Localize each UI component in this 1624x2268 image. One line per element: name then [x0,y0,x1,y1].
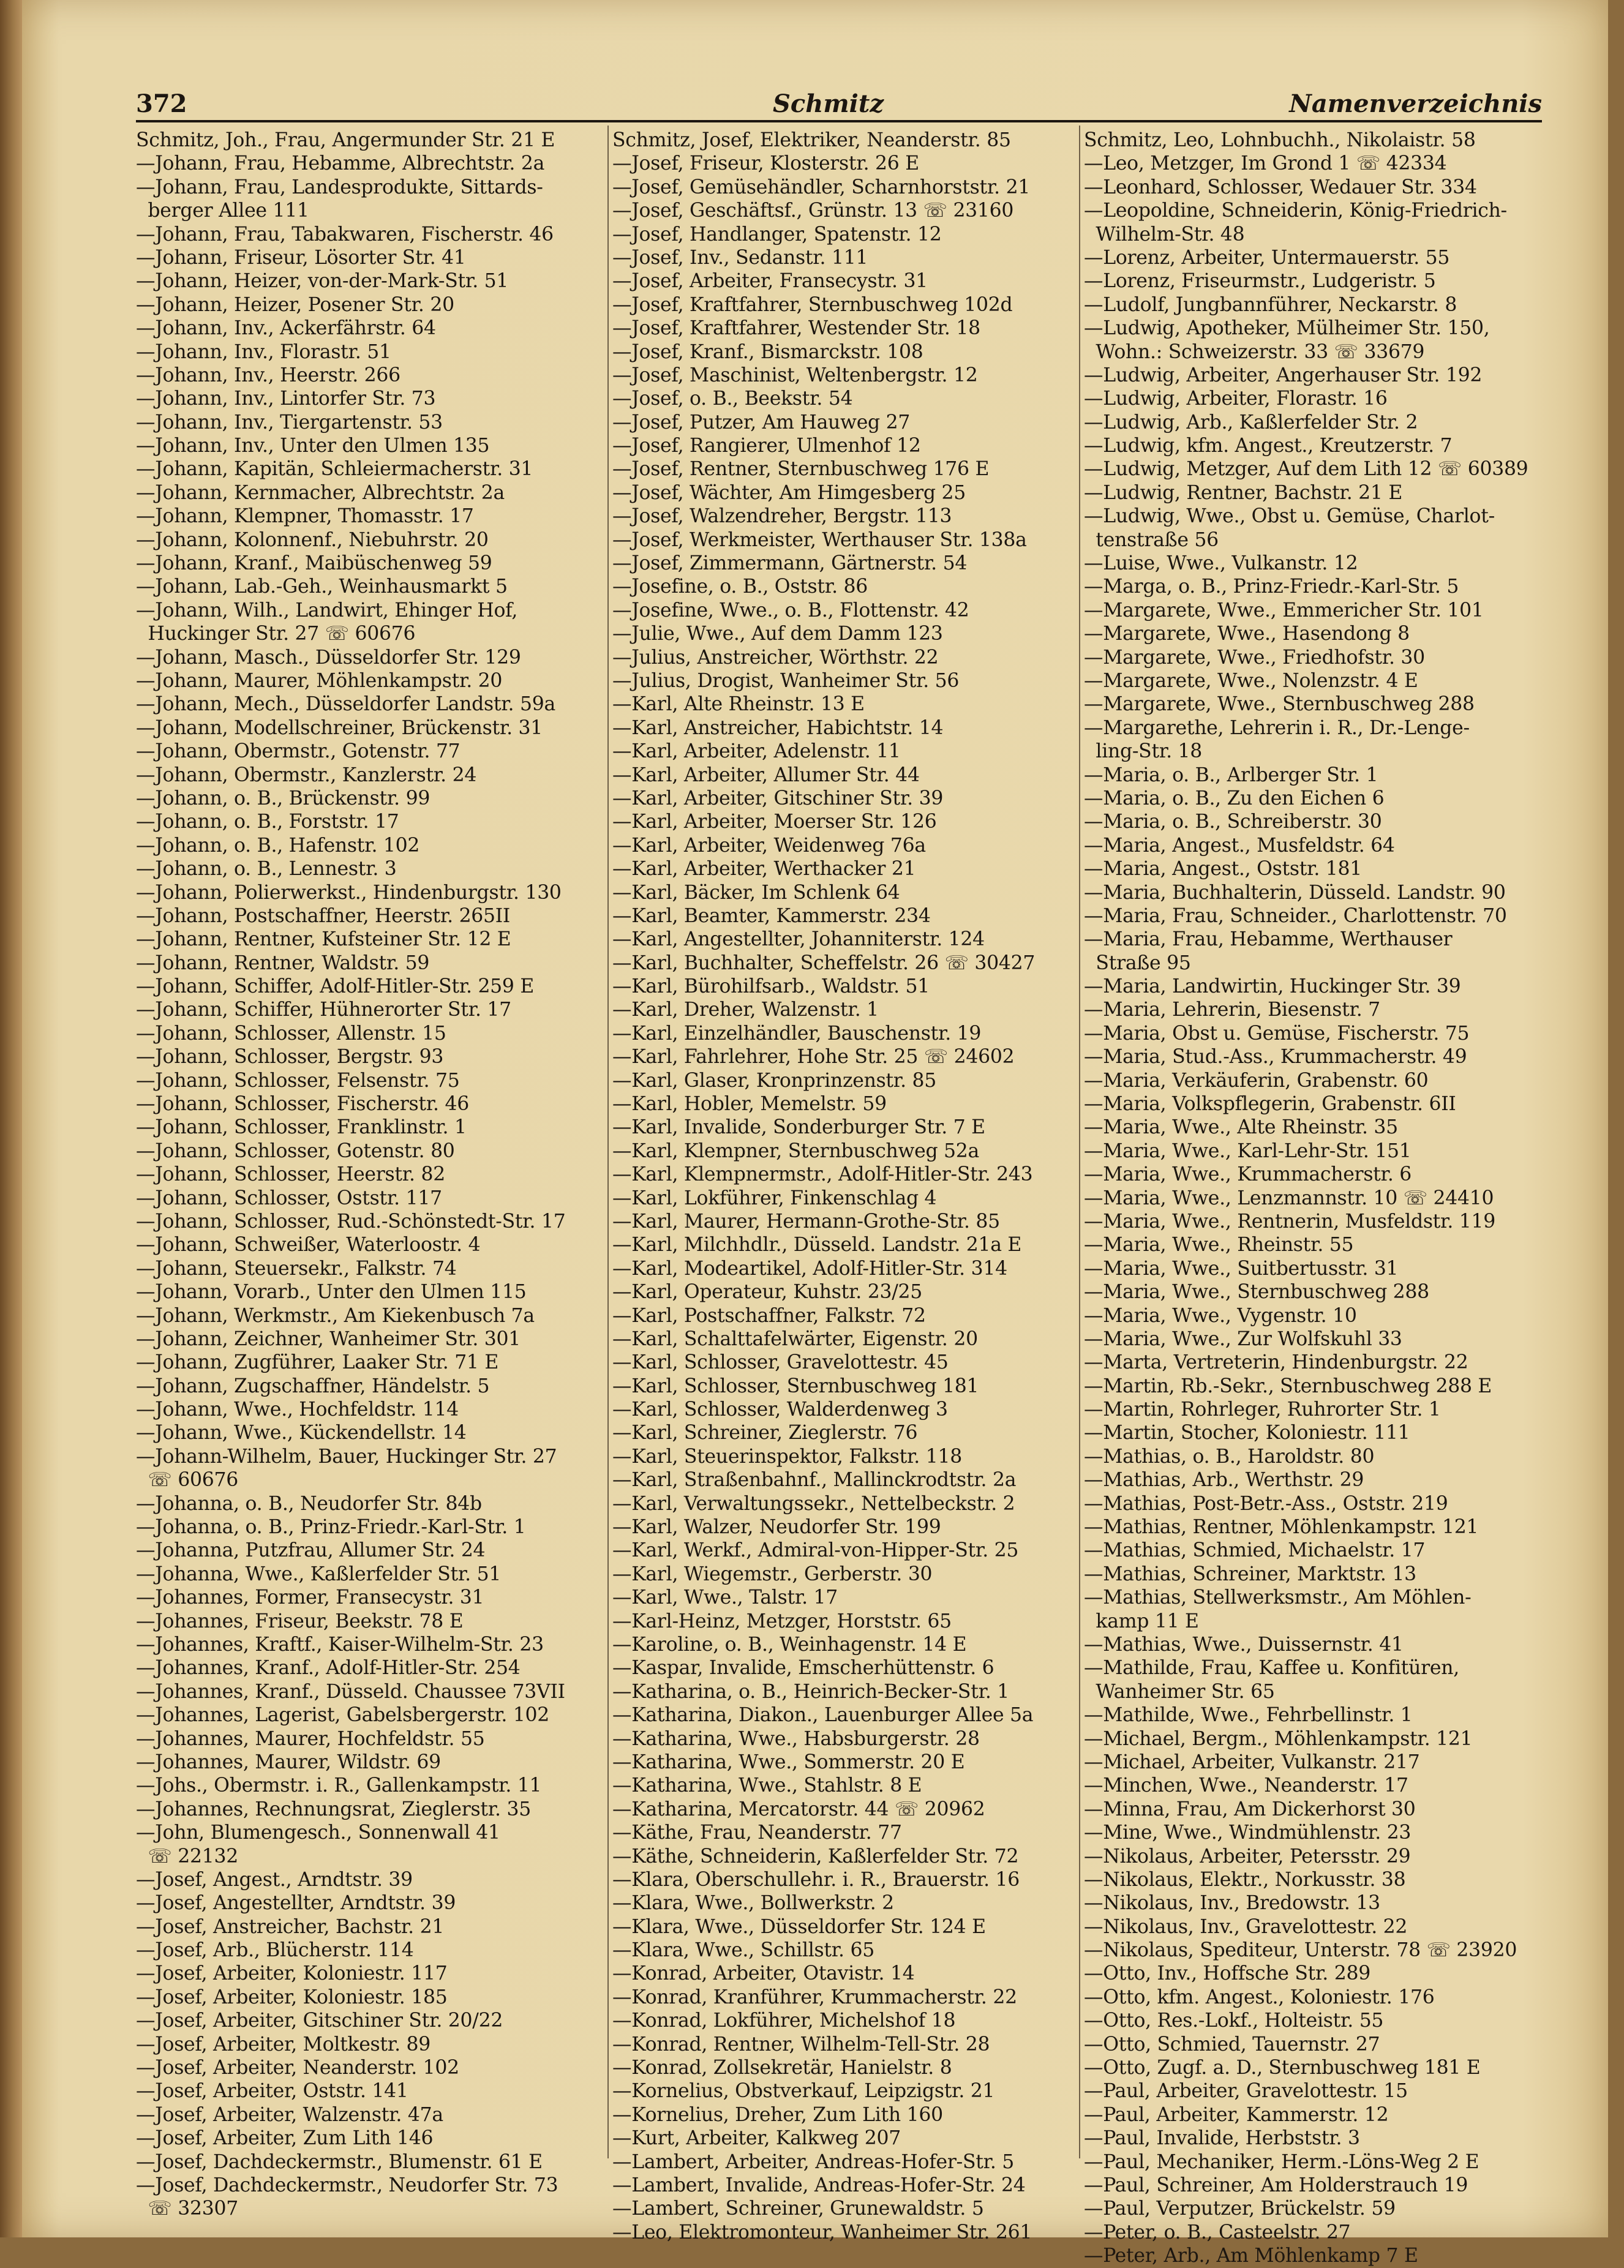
directory-entry: —Johann, Schiffer, Hühnerorter Str. 17 [136,999,511,1021]
directory-entry: —Ludwig, Rentner, Bachstr. 21 E [1084,481,1403,504]
directory-entry: —Paul, Arbeiter, Kammerstr. 12 [1084,2103,1389,2126]
directory-entry: —Karl, Einzelhändler, Bauschenstr. 19 [612,1022,982,1045]
directory-entry: —Johannes, Maurer, Wildstr. 69 [136,1751,441,1773]
directory-entry: —Martin, Stocher, Koloniestr. 111 [1084,1422,1410,1444]
directory-entry: —Josef, Rangierer, Ulmenhof 12 [612,435,921,457]
directory-entry: Schmitz, Josef, Elektriker, Neanderstr. 85 [612,129,1011,151]
directory-entry: —Kaspar, Invalide, Emscherhüttenstr. 6 [612,1657,994,1680]
directory-entry: —Maria, o. B., Arlberger Str. 1 [1084,764,1378,786]
directory-entry: —Josef, Arbeiter, Neanderstr. 102 [136,2057,459,2079]
directory-entry: —Karl, Schlosser, Gravelottestr. 45 [612,1351,949,1374]
directory-entry: —Konrad, Rentner, Wilhelm-Tell-Str. 28 [612,2033,990,2056]
directory-entry: —Karl-Heinz, Metzger, Horststr. 65 [612,1610,952,1632]
directory-entry: —Johann, Heizer, Posener Str. 20 [136,293,454,316]
directory-entry: —Josef, Kraftfahrer, Sternbuschweg 102d [612,293,1013,316]
directory-column-1 [136,129,607,2221]
directory-entry: —Lambert, Invalide, Andreas-Hofer-Str. 24 [612,2174,1026,2196]
directory-entry: —Johann, Kolonnenf., Niebuhrstr. 20 [136,528,489,551]
directory-entry: —Josef, Arbeiter, Koloniestr. 117 [136,1962,448,1985]
directory-entry: —Maria, Frau, Hebamme, Werthauser [1084,928,1453,951]
directory-entry: —Margarete, Wwe., Sternbuschweg 288 [1084,693,1475,716]
directory-entry: —Karl, Straßenbahnf., Mallinckrodtstr. 2a [612,1469,1017,1492]
directory-entry: —Johannes, Kraftf., Kaiser-Wilhelm-Str. 23 [136,1634,544,1656]
directory-entry: —Johanna, Wwe., Kaßlerfelder Str. 51 [136,1563,502,1585]
directory-entry: —Johann, Masch., Düsseldorfer Str. 129 [136,646,521,669]
page-number: 372 [136,89,187,118]
directory-entry: —Johann, Frau, Landesprodukte, Sittards- [136,176,543,198]
directory-entry: —Johann, Frau, Tabakwaren, Fischerstr. 46 [136,223,554,246]
directory-entry: —Ludwig, kfm. Angest., Kreutzerstr. 7 [1084,435,1453,457]
directory-entry: Wanheimer Str. 65 [1084,1680,1275,1703]
directory-entry: —Karl, Bürohilfsarb., Waldstr. 51 [612,975,930,998]
directory-entry: —Otto, kfm. Angest., Koloniestr. 176 [1084,1986,1435,2008]
directory-entry: —Konrad, Lokführer, Michelshof 18 [612,2010,956,2032]
directory-entry: —Johannes, Maurer, Hochfeldstr. 55 [136,1727,485,1750]
directory-entry: —Josef, Inv., Sedanstr. 111 [612,246,868,269]
directory-entry: Wilhelm-Str. 48 [1084,223,1245,246]
directory-entry: —Mathias, o. B., Haroldstr. 80 [1084,1445,1375,1468]
directory-entry: —Otto, Schmied, Tauernstr. 27 [1084,2033,1380,2056]
directory-entry: —Josef, o. B., Beekstr. 54 [612,388,853,410]
directory-entry: —Josef, Werkmeister, Werthauser Str. 138a [612,528,1027,551]
directory-entry: —Johann, Inv., Unter den Ulmen 135 [136,435,490,457]
directory-entry: —Maria, Wwe., Zur Wolfskuhl 33 [1084,1327,1402,1350]
directory-entry: —Käthe, Frau, Neanderstr. 77 [612,1822,902,1844]
directory-entry: —Karl, Arbeiter, Werthacker 21 [612,858,916,881]
directory-entry: —Ludwig, Wwe., Obst u. Gemüse, Charlot- [1084,505,1495,528]
directory-entry: —Margarete, Wwe., Emmericher Str. 101 [1084,599,1484,621]
directory-entry: —Michael, Bergm., Möhlenkampstr. 121 [1084,1727,1473,1750]
directory-entry: —Karl, Wwe., Talstr. 17 [612,1586,838,1609]
directory-entry: —Josef, Kranf., Bismarckstr. 108 [612,340,923,363]
directory-entry: —Martin, Rb.-Sekr., Sternbuschweg 288 E [1084,1375,1492,1397]
directory-entry: —Maria, Lehrerin, Biesenstr. 7 [1084,999,1380,1021]
directory-entry: —John, Blumengesch., Sonnenwall 41 [136,1822,500,1844]
directory-entry: —Maria, Stud.-Ass., Krummacherstr. 49 [1084,1046,1467,1068]
directory-entry: —Lorenz, Friseurmstr., Ludgeristr. 5 [1084,270,1436,293]
directory-entry: —Otto, Inv., Hoffsche Str. 289 [1084,1962,1370,1985]
directory-entry: —Johann-Wilhelm, Bauer, Huckinger Str. 27 [136,1445,557,1468]
directory-entry: —Josef, Arbeiter, Oststr. 141 [136,2080,408,2103]
directory-entry: —Klara, Wwe., Bollwerkstr. 2 [612,1892,894,1915]
directory-entry: —Karl, Postschaffner, Falkstr. 72 [612,1304,926,1327]
directory-entry: —Johann, Zugführer, Laaker Str. 71 E [136,1351,499,1374]
directory-entry: —Johann, Inv., Heerstr. 266 [136,364,400,386]
directory-entry: —Ludwig, Metzger, Auf dem Lith 12 ☏ 60389 [1084,458,1528,481]
directory-entry: —Käthe, Schneiderin, Kaßlerfelder Str. 72 [612,1845,1019,1868]
directory-entry: —Josef, Zimmermann, Gärtnerstr. 54 [612,552,968,575]
directory-entry: —Mathias, Rentner, Möhlenkampstr. 121 [1084,1516,1479,1539]
directory-entry: —Johanna, o. B., Neudorfer Str. 84b [136,1492,482,1515]
directory-entry: —Johann, Maurer, Möhlenkampstr. 20 [136,669,503,692]
directory-entry: —Ludwig, Arbeiter, Florastr. 16 [1084,388,1388,410]
directory-entry: —Martin, Rohrleger, Ruhrorter Str. 1 [1084,1399,1441,1421]
directory-entry: —Johann, Wilh., Landwirt, Ehinger Hof, [136,599,518,621]
directory-entry: —Johann, o. B., Brückenstr. 99 [136,787,430,809]
directory-entry: —Johann, Schlosser, Allenstr. 15 [136,1022,446,1045]
directory-entry: —Maria, Wwe., Karl-Lehr-Str. 151 [1084,1140,1412,1162]
directory-entry: —Johann, Mech., Düsseldorfer Landstr. 59a [136,693,555,716]
directory-entry: —Julie, Wwe., Auf dem Damm 123 [612,623,943,645]
directory-entry: —Karl, Wiegemstr., Gerberstr. 30 [612,1563,933,1585]
directory-entry: —Lambert, Arbeiter, Andreas-Hofer-Str. 5 [612,2150,1015,2173]
directory-entry: —Katharina, Mercatorstr. 44 ☏ 20962 [612,1798,985,1820]
directory-entry: —Johann, Schweißer, Waterloostr. 4 [136,1234,481,1256]
directory-entry: —Karl, Invalide, Sonderburger Str. 7 E [612,1116,985,1139]
directory-entry: kamp 11 E [1084,1610,1199,1632]
directory-entry: —Mathias, Schmied, Michaelstr. 17 [1084,1539,1426,1562]
directory-entry: —Josefine, o. B., Oststr. 86 [612,576,868,598]
directory-entry: —Josef, Maschinist, Weltenbergstr. 12 [612,364,978,386]
directory-entry: —Johann, Modellschreiner, Brückenstr. 31 [136,716,543,739]
directory-entry: —Johann, Kernmacher, Albrechtstr. 2a [136,481,505,504]
directory-entry: —Maria, Frau, Schneider., Charlottenstr. 70 [1084,904,1507,927]
directory-entry: —Johann, o. B., Lennestr. 3 [136,858,397,881]
directory-entry: —Leonhard, Schlosser, Wedauer Str. 334 [1084,176,1477,198]
directory-entry: —Johann, Schiffer, Adolf-Hitler-Str. 259 E [136,975,535,998]
directory-entry: —Katharina, Wwe., Habsburgerstr. 28 [612,1727,980,1750]
directory-entry: —Karl, Schalttafelwärter, Eigenstr. 20 [612,1327,978,1350]
directory-entry: Straße 95 [1084,952,1191,974]
directory-entry: —Mathias, Wwe., Duissernstr. 41 [1084,1634,1404,1656]
directory-entry: —Peter, Arb., Am Möhlenkamp 7 E [1084,2245,1418,2267]
directory-entry: —Nikolaus, Inv., Gravelottestr. 22 [1084,1915,1408,1938]
directory-entry: —Konrad, Kranführer, Krummacherstr. 22 [612,1986,1017,2008]
directory-entry: —Karl, Anstreicher, Habichtstr. 14 [612,716,944,739]
directory-entry: —Maria, Buchhalterin, Düsseld. Landstr. 90 [1084,881,1506,904]
running-head-surname: Schmitz [773,89,884,118]
directory-entry: —Maria, Wwe., Vygenstr. 10 [1084,1304,1357,1327]
directory-entry: —Johann, Postschaffner, Heerstr. 265II [136,904,511,927]
directory-entry: Wohn.: Schweizerstr. 33 ☏ 33679 [1084,340,1425,363]
directory-entry: —Margarete, Wwe., Hasendong 8 [1084,623,1410,645]
directory-entry: —Josef, Gemüsehändler, Scharnhorststr. 21 [612,176,1031,198]
directory-entry: —Ludwig, Arbeiter, Angerhauser Str. 192 [1084,364,1483,386]
directory-entry: —Johann, Inv., Lintorfer Str. 73 [136,388,436,410]
directory-entry: —Ludwig, Arb., Kaßlerfelder Str. 2 [1084,411,1418,434]
directory-entry: —Minchen, Wwe., Neanderstr. 17 [1084,1774,1408,1797]
directory-entry: —Josef, Angestellter, Arndtstr. 39 [136,1892,456,1915]
directory-entry: ling-Str. 18 [1084,740,1203,763]
directory-entry: —Karl, Beamter, Kammerstr. 234 [612,904,931,927]
directory-entry: —Josef, Arb., Blücherstr. 114 [136,1939,414,1962]
directory-entry: —Josef, Arbeiter, Zum Lith 146 [136,2127,434,2150]
directory-entry: —Karl, Angestellter, Johanniterstr. 124 [612,928,985,951]
directory-entry: —Otto, Res.-Lokf., Holteistr. 55 [1084,2010,1384,2032]
directory-entry: —Karl, Verwaltungssekr., Nettelbeckstr. 2 [612,1492,1015,1515]
directory-entry: —Peter, o. B., Casteelstr. 27 [1084,2221,1351,2244]
directory-entry: —Paul, Verputzer, Brückelstr. 59 [1084,2198,1396,2220]
directory-entry: —Paul, Schreiner, Am Holderstrauch 19 [1084,2174,1468,2196]
directory-entry: —Josef, Friseur, Klosterstr. 26 E [612,152,919,175]
directory-entry: —Kornelius, Dreher, Zum Lith 160 [612,2103,943,2126]
directory-entry: —Josef, Walzendreher, Bergstr. 113 [612,505,952,528]
directory-entry: —Maria, Wwe., Sternbuschweg 288 [1084,1281,1429,1304]
directory-entry: —Johann, Schlosser, Oststr. 117 [136,1187,442,1209]
directory-entry: —Nikolaus, Spediteur, Unterstr. 78 ☏ 23920 [1084,1939,1517,1962]
directory-entry: —Katharina, Wwe., Sommerstr. 20 E [612,1751,965,1773]
directory-entry: —Klara, Oberschullehr. i. R., Brauerstr. 16 [612,1868,1020,1891]
directory-entry: —Johann, Rentner, Kufsteiner Str. 12 E [136,928,511,951]
directory-entry: —Ludwig, Apotheker, Mülheimer Str. 150, [1084,317,1490,340]
book-binding-edge [0,0,22,2237]
directory-entry: —Konrad, Arbeiter, Otavistr. 14 [612,1962,915,1985]
directory-entry: —Josef, Wächter, Am Himgesberg 25 [612,481,966,504]
directory-entry: —Karl, Klempnermstr., Adolf-Hitler-Str. 243 [612,1163,1033,1186]
directory-entry: —Karl, Arbeiter, Adelenstr. 11 [612,740,901,763]
directory-entry: —Leo, Elektromonteur, Wanheimer Str. 261 [612,2221,1032,2244]
directory-entry: —Karl, Arbeiter, Moerser Str. 126 [612,811,937,833]
directory-entry: —Karl, Arbeiter, Weidenweg 76a [612,834,926,857]
directory-entry: —Johann, Zugschaffner, Händelstr. 5 [136,1375,490,1397]
directory-entry: —Maria, Angest., Oststr. 181 [1084,858,1362,881]
directory-entry: —Josef, Arbeiter, Gitschiner Str. 20/22 [136,2010,503,2032]
directory-entry: —Karl, Buchhalter, Scheffelstr. 26 ☏ 30427 [612,952,1036,974]
directory-entry: —Johann, o. B., Forststr. 17 [136,811,399,833]
directory-entry: —Johann, Inv., Florastr. 51 [136,340,391,363]
directory-entry: —Maria, Obst u. Gemüse, Fischerstr. 75 [1084,1022,1470,1045]
directory-entry: —Konrad, Zollsekretär, Hanielstr. 8 [612,2057,952,2079]
directory-entry: —Karl, Hobler, Memelstr. 59 [612,1093,887,1116]
directory-entry: —Margarethe, Lehrerin i. R., Dr.-Lenge- [1084,716,1470,739]
directory-entry: —Josef, Arbeiter, Moltkestr. 89 [136,2033,430,2056]
directory-entry: —Karl, Schlosser, Sternbuschweg 181 [612,1375,979,1397]
directory-entry: —Johann, Inv., Ackerfährstr. 64 [136,317,436,340]
directory-entry: —Karl, Walzer, Neudorfer Str. 199 [612,1516,941,1539]
directory-entry: —Karl, Glaser, Kronprinzenstr. 85 [612,1069,936,1092]
directory-entry: ☏ 60676 [136,1469,238,1492]
directory-entry: —Katharina, Diakon., Lauenburger Allee 5a [612,1704,1034,1727]
directory-entry: —Johann, Obermstr., Kanzlerstr. 24 [136,764,477,786]
directory-entry: —Katharina, o. B., Heinrich-Becker-Str. 1 [612,1680,1010,1703]
directory-entry: —Maria, Wwe., Lenzmannstr. 10 ☏ 24410 [1084,1187,1494,1209]
directory-entry: —Josef, Kraftfahrer, Westender Str. 18 [612,317,980,340]
directory-entry: —Klara, Wwe., Schillstr. 65 [612,1939,874,1962]
directory-entry: —Johann, Schlosser, Heerstr. 82 [136,1163,445,1186]
directory-entry: —Paul, Mechaniker, Herm.-Löns-Weg 2 E [1084,2150,1479,2173]
directory-entry: —Maria, Wwe., Suitbertusstr. 31 [1084,1257,1399,1280]
directory-entry: —Johann, Werkmstr., Am Kiekenbusch 7a [136,1304,535,1327]
directory-entry: —Johann, Schlosser, Felsenstr. 75 [136,1069,460,1092]
directory-entry: —Karl, Dreher, Walzenstr. 1 [612,999,879,1021]
directory-entry: —Leopoldine, Schneiderin, König-Friedrich- [1084,200,1507,222]
directory-entry: —Josef, Arbeiter, Fransecystr. 31 [612,270,928,293]
directory-entry: ☏ 22132 [136,1845,238,1868]
directory-entry: —Josef, Rentner, Sternbuschweg 176 E [612,458,990,481]
directory-entry: —Josef, Geschäftsf., Grünstr. 13 ☏ 23160 [612,200,1014,222]
directory-entry: —Kornelius, Obstverkauf, Leipzigstr. 21 [612,2080,995,2103]
directory-entry: —Johannes, Friseur, Beekstr. 78 E [136,1610,464,1632]
directory-entry: —Johann, Schlosser, Gotenstr. 80 [136,1140,455,1162]
directory-entry: tenstraße 56 [1084,528,1219,551]
directory-entry: —Johann, Wwe., Hochfeldstr. 114 [136,1399,459,1421]
directory-entry: —Josef, Arbeiter, Walzenstr. 47a [136,2103,443,2126]
directory-entry: —Josef, Dachdeckermstr., Neudorfer Str. 73 [136,2174,558,2196]
directory-entry: —Johann, Schlosser, Fischerstr. 46 [136,1093,469,1116]
directory-entry: —Josef, Anstreicher, Bachstr. 21 [136,1915,445,1938]
directory-entry: —Johann, Obermstr., Gotenstr. 77 [136,740,461,763]
directory-entry: —Karl, Werkf., Admiral-von-Hipper-Str. 25 [612,1539,1019,1562]
directory-column-2 [612,129,1072,2244]
directory-entry: —Mathias, Stellwerksmstr., Am Möhlen- [1084,1586,1472,1609]
directory-entry: —Johann, Zeichner, Wanheimer Str. 301 [136,1327,521,1350]
directory-entry: Schmitz, Joh., Frau, Angermunder Str. 21 E [136,129,555,151]
directory-entry: —Margarete, Wwe., Nolenzstr. 4 E [1084,669,1418,692]
directory-entry: —Johann, Inv., Tiergartenstr. 53 [136,411,443,434]
directory-entry: Schmitz, Leo, Lohnbuchh., Nikolaistr. 58 [1084,129,1476,151]
directory-entry: —Maria, Volkspflegerin, Grabenstr. 6II [1084,1093,1456,1116]
directory-entry: —Karl, Milchhdlr., Düsseld. Landstr. 21a E [612,1234,1022,1256]
directory-entry: —Mathias, Post-Betr.-Ass., Oststr. 219 [1084,1492,1448,1515]
directory-entry: —Johann, Friseur, Lösorter Str. 41 [136,246,466,269]
directory-entry: —Josef, Angest., Arndtstr. 39 [136,1868,413,1891]
directory-entry: —Johs., Obermstr. i. R., Gallenkampstr. 11 [136,1774,542,1797]
directory-entry: —Maria, Landwirtin, Huckinger Str. 39 [1084,975,1461,998]
directory-entry: —Johann, o. B., Hafenstr. 102 [136,834,420,857]
directory-entry: —Josef, Arbeiter, Koloniestr. 185 [136,1986,448,2008]
directory-entry: —Maria, Wwe., Krummacherstr. 6 [1084,1163,1412,1186]
directory-entry: —Maria, Angest., Musfeldstr. 64 [1084,834,1395,857]
column-divider [607,126,609,2158]
directory-entry: —Johann, Kranf., Maibüschenweg 59 [136,552,492,575]
directory-entry: —Paul, Arbeiter, Gravelottestr. 15 [1084,2080,1408,2103]
directory-entry: —Maria, Wwe., Alte Rheinstr. 35 [1084,1116,1398,1139]
column-divider [1079,126,1080,2158]
directory-entry: —Johanna, o. B., Prinz-Friedr.-Karl-Str. 1 [136,1516,526,1539]
directory-entry: —Julius, Drogist, Wanheimer Str. 56 [612,669,960,692]
directory-entry: —Johann, Steuersekr., Falkstr. 74 [136,1257,457,1280]
directory-entry: berger Allee 111 [136,200,309,222]
directory-entry: —Josef, Putzer, Am Hauweg 27 [612,411,911,434]
directory-entry: —Marga, o. B., Prinz-Friedr.-Karl-Str. 5 [1084,576,1459,598]
directory-entry: —Josef, Handlanger, Spatenstr. 12 [612,223,942,246]
directory-entry: —Johann, Frau, Hebamme, Albrechtstr. 2a [136,152,545,175]
header-rule [136,120,1542,122]
directory-entry: —Luise, Wwe., Vulkanstr. 12 [1084,552,1358,575]
directory-entry: —Klara, Wwe., Düsseldorfer Str. 124 E [612,1915,986,1938]
directory-entry: —Julius, Anstreicher, Wörthstr. 22 [612,646,939,669]
directory-entry: —Johannes, Former, Fransecystr. 31 [136,1586,484,1609]
directory-entry: —Karl, Arbeiter, Allumer Str. 44 [612,764,920,786]
directory-entry: —Otto, Zugf. a. D., Sternbuschweg 181 E [1084,2057,1481,2079]
directory-entry: —Lambert, Schreiner, Grunewaldstr. 5 [612,2198,984,2220]
directory-entry: —Maria, o. B., Schreiberstr. 30 [1084,811,1382,833]
directory-entry: —Johann, Lab.-Geh., Weinhausmarkt 5 [136,576,508,598]
directory-entry: —Karl, Schreiner, Zieglerstr. 76 [612,1422,918,1444]
directory-entry: —Mathias, Schreiner, Marktstr. 13 [1084,1563,1416,1585]
directory-entry: —Josef, Dachdeckermstr., Blumenstr. 61 E [136,2150,543,2173]
directory-entry: —Katharina, Wwe., Stahlstr. 8 E [612,1774,922,1797]
directory-entry: —Karl, Schlosser, Walderdenweg 3 [612,1399,948,1421]
directory-entry: —Johann, Rentner, Waldstr. 59 [136,952,430,974]
directory-entry: —Johannes, Rechnungsrat, Zieglerstr. 35 [136,1798,531,1820]
directory-entry: —Johann, Schlosser, Bergstr. 93 [136,1046,444,1068]
directory-entry: —Johannes, Kranf., Düsseld. Chaussee 73VII [136,1680,565,1703]
directory-entry: —Ludolf, Jungbannführer, Neckarstr. 8 [1084,293,1457,316]
directory-entry: —Johann, Klempner, Thomasstr. 17 [136,505,474,528]
directory-column-3 [1084,129,1543,2268]
directory-entry: —Johann, Wwe., Kückendellstr. 14 [136,1422,467,1444]
directory-entry: —Josefine, Wwe., o. B., Flottenstr. 42 [612,599,969,621]
directory-entry: —Marta, Vertreterin, Hindenburgstr. 22 [1084,1351,1468,1374]
directory-entry: —Maria, o. B., Zu den Eichen 6 [1084,787,1385,809]
directory-entry: ☏ 32307 [136,2198,238,2220]
directory-entry: —Johann, Schlosser, Rud.-Schönstedt-Str. 17 [136,1210,566,1233]
directory-entry: —Karoline, o. B., Weinhagenstr. 14 E [612,1634,967,1656]
directory-entry: —Johann, Kapitän, Schleiermacherstr. 31 [136,458,533,481]
directory-entry: —Mine, Wwe., Windmühlenstr. 23 [1084,1822,1412,1844]
directory-entry: —Karl, Klempner, Sternbuschweg 52a [612,1140,980,1162]
directory-entry: Huckinger Str. 27 ☏ 60676 [136,623,416,645]
directory-entry: —Karl, Alte Rheinstr. 13 E [612,693,865,716]
directory-entry: —Karl, Bäcker, Im Schlenk 64 [612,881,900,904]
directory-entry: —Johannes, Lagerist, Gabelsbergerstr. 102 [136,1704,550,1727]
directory-entry: —Nikolaus, Inv., Bredowstr. 13 [1084,1892,1380,1915]
directory-entry: —Margarete, Wwe., Friedhofstr. 30 [1084,646,1425,669]
directory-entry: —Karl, Arbeiter, Gitschiner Str. 39 [612,787,944,809]
directory-entry: —Mathilde, Wwe., Fehrbellinstr. 1 [1084,1704,1413,1727]
directory-entry: —Leo, Metzger, Im Grond 1 ☏ 42334 [1084,152,1447,175]
directory-entry: —Johann, Polierwerkst., Hindenburgstr. 130 [136,881,562,904]
directory-entry: —Michael, Arbeiter, Vulkanstr. 217 [1084,1751,1420,1773]
directory-entry: —Maria, Wwe., Rheinstr. 55 [1084,1234,1354,1256]
directory-entry: —Karl, Modeartikel, Adolf-Hitler-Str. 314 [612,1257,1007,1280]
directory-entry: —Karl, Steuerinspektor, Falkstr. 118 [612,1445,962,1468]
directory-entry: —Maria, Verkäuferin, Grabenstr. 60 [1084,1069,1429,1092]
directory-entry: —Johann, Vorarb., Unter den Ulmen 115 [136,1281,527,1304]
directory-entry: —Karl, Maurer, Hermann-Grothe-Str. 85 [612,1210,1000,1233]
directory-entry: —Nikolaus, Arbeiter, Petersstr. 29 [1084,1845,1411,1868]
directory-entry: —Paul, Invalide, Herbststr. 3 [1084,2127,1360,2150]
directory-entry: —Maria, Wwe., Rentnerin, Musfeldstr. 119 [1084,1210,1495,1233]
directory-entry: —Karl, Lokführer, Finkenschlag 4 [612,1187,937,1209]
directory-entry: —Minna, Frau, Am Dickerhorst 30 [1084,1798,1416,1820]
directory-entry: —Johann, Heizer, von-der-Mark-Str. 51 [136,270,509,293]
directory-entry: —Karl, Fahrlehrer, Hohe Str. 25 ☏ 24602 [612,1046,1015,1068]
directory-entry: —Johann, Schlosser, Franklinstr. 1 [136,1116,467,1139]
directory-entry: —Mathilde, Frau, Kaffee u. Konfitüren, [1084,1657,1459,1680]
directory-entry: —Lorenz, Arbeiter, Untermauerstr. 55 [1084,246,1450,269]
directory-entry: —Johanna, Putzfrau, Allumer Str. 24 [136,1539,486,1562]
directory-entry: —Mathias, Arb., Werthstr. 29 [1084,1469,1364,1492]
directory-entry: —Johannes, Kranf., Adolf-Hitler-Str. 254 [136,1657,521,1680]
running-head-section: Namenverzeichnis [1289,89,1542,118]
directory-entry: —Karl, Operateur, Kuhstr. 23/25 [612,1281,922,1304]
directory-entry: —Kurt, Arbeiter, Kalkweg 207 [612,2127,901,2150]
directory-entry: —Nikolaus, Elektr., Norkusstr. 38 [1084,1868,1406,1891]
